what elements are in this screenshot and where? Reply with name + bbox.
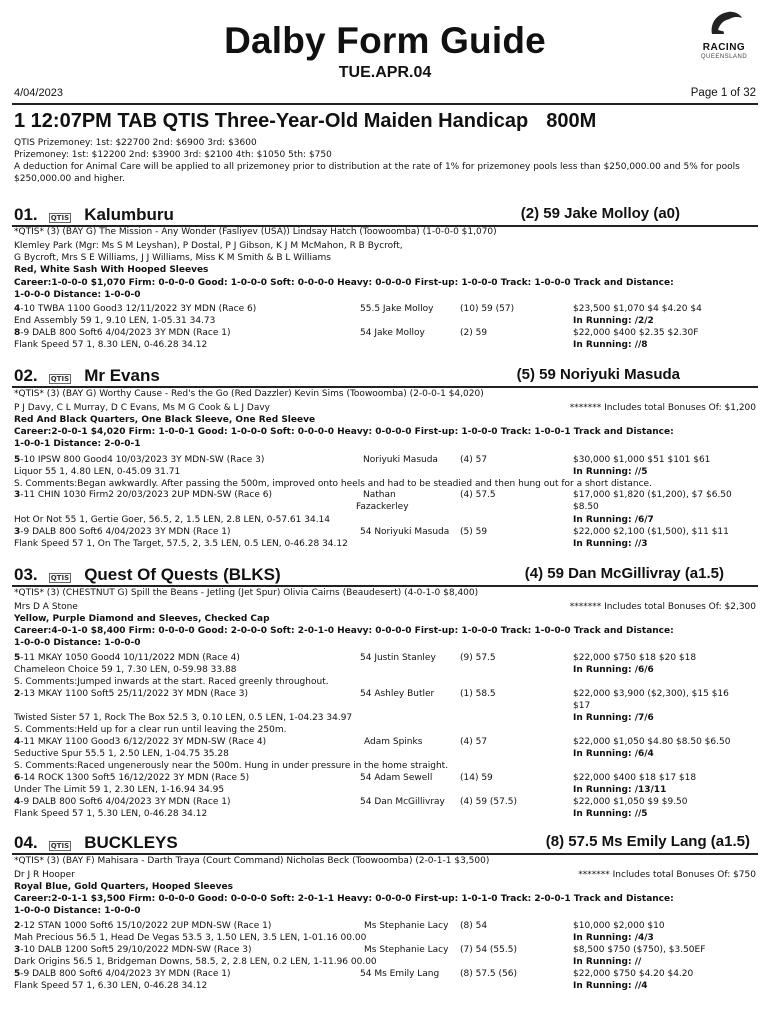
runner-number: 04. <box>14 833 38 852</box>
form-winner: Dark Origins 56.5 1, Bridgeman Downs, 58.5, 2, 2.8 LEN, 0.2 LEN, 1-11.96 00.00 <box>14 957 377 967</box>
runner-header <box>14 205 174 225</box>
career: Career:4-0-1-0 $8,400 Firm: 0-0-0-0 Good: 2-0-0-0 Soft: 2-0-1-0 Heavy: 0-0-0-0 First-up: 1-0-0-0 Track: 1-0-0-0 Track and Distance: <box>14 626 674 636</box>
runner-header <box>14 366 160 386</box>
career: Career:2-0-0-1 $4,020 Firm: 1-0-0-1 Good: 1-0-0-0 Soft: 0-0-0-0 Heavy: 0-0-0-0 First-up: 1-0-0-0 Track: 1-0-0-1 Track and Distance: <box>14 427 674 437</box>
page-title: Dalby Form Guide <box>224 20 546 61</box>
logo-text: RACING <box>702 42 746 53</box>
colours: Red And Black Quarters, One Black Sleeve, One Red Sleeve <box>14 415 316 425</box>
barrier-jockey: (2) 59 Jake Molloy (a0) <box>520 205 680 222</box>
form-race: 4-11 MKAY 1100 Good3 6/12/2022 3Y MDN-SW (Race 4) <box>14 737 267 747</box>
date-banner: TUE.APR.04 <box>338 64 432 81</box>
form-barrier-weight: (1) 58.5 <box>460 689 496 699</box>
form-running: In Running: /6/4 <box>573 749 654 759</box>
steward-comment: S. Comments:Raced ungenerously near the 500m. Hung in under pressure in the home straight. <box>14 761 449 771</box>
form-running: In Running: //5 <box>573 467 648 477</box>
form-prize: $22,000 $400 $2.35 $2.30F <box>573 328 699 338</box>
form-jockey: Adam Spinks <box>364 737 423 747</box>
form-race: 4-9 DALB 800 Soft6 4/04/2023 3Y MDN (Race 1) <box>14 797 231 807</box>
racing-queensland-logo <box>688 8 760 68</box>
form-race: 3-10 DALB 1200 Soft5 29/10/2022 MDN-SW (Race 3) <box>14 945 252 955</box>
runner-name: BUCKLEYS <box>84 833 178 852</box>
race-prizemoney <box>14 137 754 185</box>
qtis-badge-icon: QTIS <box>50 214 70 222</box>
form-prize: $22,000 $1,050 $9 $9.50 <box>573 797 688 807</box>
bonus-note: ******* Includes total Bonuses Of: $1,200 <box>569 403 756 413</box>
career-cont: 1-0-0-1 Distance: 2-0-0-1 <box>14 439 141 449</box>
form-running: In Running: //3 <box>573 539 648 549</box>
form-prize: $30,000 $1,000 $51 $101 $61 <box>573 455 711 465</box>
barrier-jockey: (8) 57.5 Ms Emily Lang (a1.5) <box>545 833 750 850</box>
form-race: 5-9 DALB 800 Soft6 4/04/2023 3Y MDN (Race 1) <box>14 969 231 979</box>
form-prize: $10,000 $2,000 $10 <box>573 921 665 931</box>
form-winner: Mah Precious 56.5 1, Head De Vegas 53.5 3, 1.50 LEN, 3.5 LEN, 1-01.16 00.00 <box>14 933 367 943</box>
form-prize-cont: $17 <box>573 701 591 711</box>
qtis-badge-icon: QTIS <box>50 574 70 582</box>
form-prize-cont: $8.50 <box>573 502 599 512</box>
bonus-note: ******* Includes total Bonuses Of: $2,300 <box>569 602 756 612</box>
form-prize: $22,000 $3,900 ($2,300), $15 $16 <box>573 689 729 699</box>
steward-comment: S. Comments:Began awkwardly. After passing the 500m, improved onto heels and had to be steadied and then hung out for a short distance. <box>14 479 652 489</box>
career: Career:2-0-1-1 $3,500 Firm: 0-0-0-0 Good: 0-0-0-0 Soft: 2-0-1-1 Heavy: 0-0-0-0 First-up: 1-0-1-0 Track: 2-0-0-1 Track and Distance: <box>14 894 674 904</box>
colours: Red, White Sash With Hooped Sleeves <box>14 265 209 275</box>
breeding: *QTIS* (3) (BAY F) Mahisara - Darth Traya (Court Command) Nicholas Beck (Toowoomba) (2-0-1-1 $3,500) <box>14 856 490 866</box>
form-race: 2-12 STAN 1000 Soft6 15/10/2022 2UP MDN-SW (Race 1) <box>14 921 272 931</box>
horse-logo-icon <box>704 8 744 38</box>
bonus-note: ******* Includes total Bonuses Of: $750 <box>578 870 756 880</box>
form-jockey: 54 Noriyuki Masuda <box>360 527 450 537</box>
form-jockey: 54 Ashley Butler <box>360 689 435 699</box>
career-cont: 1-0-0-0 Distance: 1-0-0-0 <box>14 906 141 916</box>
logo-subtext: QUEENSLAND <box>700 54 748 60</box>
form-race: 3-9 DALB 800 Soft6 4/04/2023 3Y MDN (Race 1) <box>14 527 231 537</box>
form-winner: Flank Speed 57 1, 5.30 LEN, 0-46.28 34.12 <box>14 809 208 819</box>
runner-header <box>14 565 281 585</box>
form-winner: Liquor 55 1, 4.80 LEN, 0-45.09 31.71 <box>14 467 181 477</box>
form-race: 4-10 TWBA 1100 Good3 12/11/2022 3Y MDN (Race 6) <box>14 304 257 314</box>
form-winner: Chameleon Choice 59 1, 7.30 LEN, 0-59.98 33.88 <box>14 665 237 675</box>
form-race: 5-10 IPSW 800 Good4 10/03/2023 3Y MDN-SW (Race 3) <box>14 455 265 465</box>
career-cont: 1-0-0-0 Distance: 1-0-0-0 <box>14 290 141 300</box>
form-winner: End Assembly 59 1, 9.10 LEN, 1-05.31 34.73 <box>14 316 216 326</box>
owners: P J Davy, C L Murray, D C Evans, Ms M G Cook & L J Davy <box>14 403 271 413</box>
form-jockey: 54 Ms Emily Lang <box>360 969 440 979</box>
form-race: 5-11 MKAY 1050 Good4 10/11/2022 MDN (Race 4) <box>14 653 240 663</box>
form-barrier-weight: (4) 57 <box>460 737 488 747</box>
breeding: *QTIS* (3) (BAY G) Worthy Cause - Red's the Go (Red Dazzler) Kevin Sims (Toowoomba) (2-0-0-1 $4,020) <box>14 389 484 399</box>
runner-number: 03. <box>14 565 38 584</box>
form-jockey: 55.5 Jake Molloy <box>360 304 434 314</box>
runner-name: Kalumburu <box>84 205 174 224</box>
header-date: 4/04/2023 <box>14 87 63 99</box>
form-jockey: 54 Justin Stanley <box>360 653 436 663</box>
form-winner: Flank Speed 57 1, 6.30 LEN, 0-46.28 34.12 <box>14 981 208 991</box>
form-prize: $22,000 $1,050 $4.80 $8.50 $6.50 <box>573 737 731 747</box>
runner-number: 02. <box>14 366 38 385</box>
form-prize: $22,000 $400 $18 $17 $18 <box>573 773 697 783</box>
form-race: 6-14 ROCK 1300 Soft5 16/12/2022 3Y MDN (Race 5) <box>14 773 250 783</box>
runner-header <box>14 833 178 853</box>
form-barrier-weight: (4) 57 <box>460 455 488 465</box>
form-running: In Running: // <box>573 957 642 967</box>
form-prize: $22,000 $750 $18 $20 $18 <box>573 653 697 663</box>
form-jockey: Ms Stephanie Lacy <box>364 921 449 931</box>
form-barrier-weight: (5) 59 <box>460 527 488 537</box>
qtis-prizemoney: QTIS Prizemoney: 1st: $22700 2nd: $6900 3rd: $3600 <box>14 138 257 148</box>
form-prize: $17,000 $1,820 ($1,200), $7 $6.50 <box>573 490 732 500</box>
form-winner: Twisted Sister 57 1, Rock The Box 52.5 3, 0.10 LEN, 0.5 LEN, 1-04.23 34.97 <box>14 713 353 723</box>
owners: Dr J R Hooper <box>14 870 75 880</box>
form-running: In Running: //4 <box>573 981 648 991</box>
form-jockey: 54 Adam Sewell <box>360 773 433 783</box>
form-jockey: 54 Dan McGillivray <box>360 797 445 807</box>
form-running: In Running: //5 <box>573 809 648 819</box>
form-barrier-weight: (2) 59 <box>460 328 488 338</box>
form-barrier-weight: (4) 57.5 <box>460 490 496 500</box>
form-running: In Running: //8 <box>573 340 648 350</box>
form-race: 2-13 MKAY 1100 Soft5 25/11/2022 3Y MDN (Race 3) <box>14 689 249 699</box>
form-barrier-weight: (14) 59 <box>460 773 493 783</box>
form-prize: $23,500 $1,070 $4 $4.20 $4 <box>573 304 702 314</box>
form-running: In Running: /4/3 <box>573 933 654 943</box>
race-title <box>14 110 596 133</box>
owners: Mrs D A Stone <box>14 602 78 612</box>
form-running: In Running: /13/11 <box>573 785 667 795</box>
form-barrier-weight: (9) 57.5 <box>460 653 496 663</box>
form-jockey: Nathan <box>363 490 396 500</box>
form-jockey-cont: Fazackerley <box>356 502 409 512</box>
race-distance: 800M <box>546 110 597 132</box>
colours: Yellow, Purple Diamond and Sleeves, Checked Cap <box>14 614 270 624</box>
career-cont: 1-0-0-0 Distance: 1-0-0-0 <box>14 638 141 648</box>
form-barrier-weight: (4) 59 (57.5) <box>460 797 517 807</box>
form-running: In Running: /7/6 <box>573 713 654 723</box>
runner-name: Mr Evans <box>84 366 160 385</box>
form-winner: Under The Limit 59 1, 2.30 LEN, 1-16.94 34.95 <box>14 785 225 795</box>
steward-comment: S. Comments:Jumped inwards at the start. Raced greenly throughout. <box>14 677 329 687</box>
form-race: 3-11 CHIN 1030 Firm2 20/03/2023 2UP MDN-SW (Race 6) <box>14 490 272 500</box>
prizemoney: Prizemoney: 1st: $12200 2nd: $3900 3rd: $2100 4th: $1050 5th: $750 <box>14 150 332 160</box>
form-prize: $8,500 $750 ($750), $3.50EF <box>573 945 706 955</box>
page-number: Page 1 of 32 <box>690 87 756 99</box>
header-rule <box>12 103 758 105</box>
career: Career:1-0-0-0 $1,070 Firm: 0-0-0-0 Good: 1-0-0-0 Soft: 0-0-0-0 Heavy: 0-0-0-0 First-up: 1-0-0-0 Track: 1-0-0-0 Track and Distance: <box>14 278 674 288</box>
form-running: In Running: /6/6 <box>573 665 654 675</box>
form-jockey: Ms Stephanie Lacy <box>364 945 449 955</box>
form-prize: $22,000 $2,100 ($1,500), $11 $11 <box>573 527 729 537</box>
breeding: *QTIS* (3) (CHESTNUT G) Spill the Beans - Jetling (Jet Spur) Olivia Cairns (Beaudesert) (4-0-1-0 $8,400) <box>14 588 479 598</box>
runner-name: Quest Of Quests (BLKS) <box>84 565 281 584</box>
form-barrier-weight: (8) 54 <box>460 921 488 931</box>
qtis-badge-icon: QTIS <box>50 375 70 383</box>
owners: Klemley Park (Mgr: Ms S M Leyshan), P Dostal, P J Gibson, K J M McMahon, R B Bycroft, <box>14 241 403 251</box>
form-jockey: 54 Jake Molloy <box>360 328 425 338</box>
steward-comment: S. Comments:Held up for a clear run until leaving the 250m. <box>14 725 287 735</box>
qtis-badge-icon: QTIS <box>50 842 70 850</box>
deduction-note: A deduction for Animal Care will be applied to all prizemoney prior to distribution at the rate of 1% for prizemoney pools less than $250,000.00 and 5% for pools $250,000.00 and higher. <box>14 162 740 184</box>
colours: Royal Blue, Gold Quarters, Hooped Sleeves <box>14 882 233 892</box>
form-winner: Flank Speed 57 1, On The Target, 57.5, 2, 3.5 LEN, 0.5 LEN, 0-46.28 34.12 <box>14 539 348 549</box>
form-barrier-weight: (8) 57.5 (56) <box>460 969 517 979</box>
breeding: *QTIS* (3) (BAY G) The Mission - Any Wonder (Fasliyev (USA)) Lindsay Hatch (Toowoomba) (1-0-0-0 $1,070) <box>14 227 497 237</box>
barrier-jockey: (4) 59 Dan McGillivray (a1.5) <box>524 565 724 582</box>
form-running: In Running: /2/2 <box>573 316 654 326</box>
runner-number: 01. <box>14 205 38 224</box>
form-prize: $22,000 $750 $4.20 $4.20 <box>573 969 694 979</box>
form-race: 8-9 DALB 800 Soft6 4/04/2023 3Y MDN (Race 1) <box>14 328 231 338</box>
form-jockey: Noriyuki Masuda <box>363 455 438 465</box>
barrier-jockey: (5) 59 Noriyuki Masuda <box>516 366 680 383</box>
race-name: 1 12:07PM TAB QTIS Three-Year-Old Maiden Handicap <box>14 110 529 132</box>
form-winner: Seductive Spur 55.5 1, 2.50 LEN, 1-04.75 35.28 <box>14 749 229 759</box>
form-winner: Flank Speed 57 1, 8.30 LEN, 0-46.28 34.12 <box>14 340 208 350</box>
form-running: In Running: /6/7 <box>573 515 654 525</box>
form-barrier-weight: (10) 59 (57) <box>460 304 515 314</box>
form-barrier-weight: (7) 54 (55.5) <box>460 945 517 955</box>
owners-cont: G Bycroft, Mrs S E Williams, J J Williams, Miss K M Smith & B L Williams <box>14 253 331 263</box>
form-winner: Hot Or Not 55 1, Gertie Goer, 56.5, 2, 1.5 LEN, 2.8 LEN, 0-57.61 34.14 <box>14 515 331 525</box>
